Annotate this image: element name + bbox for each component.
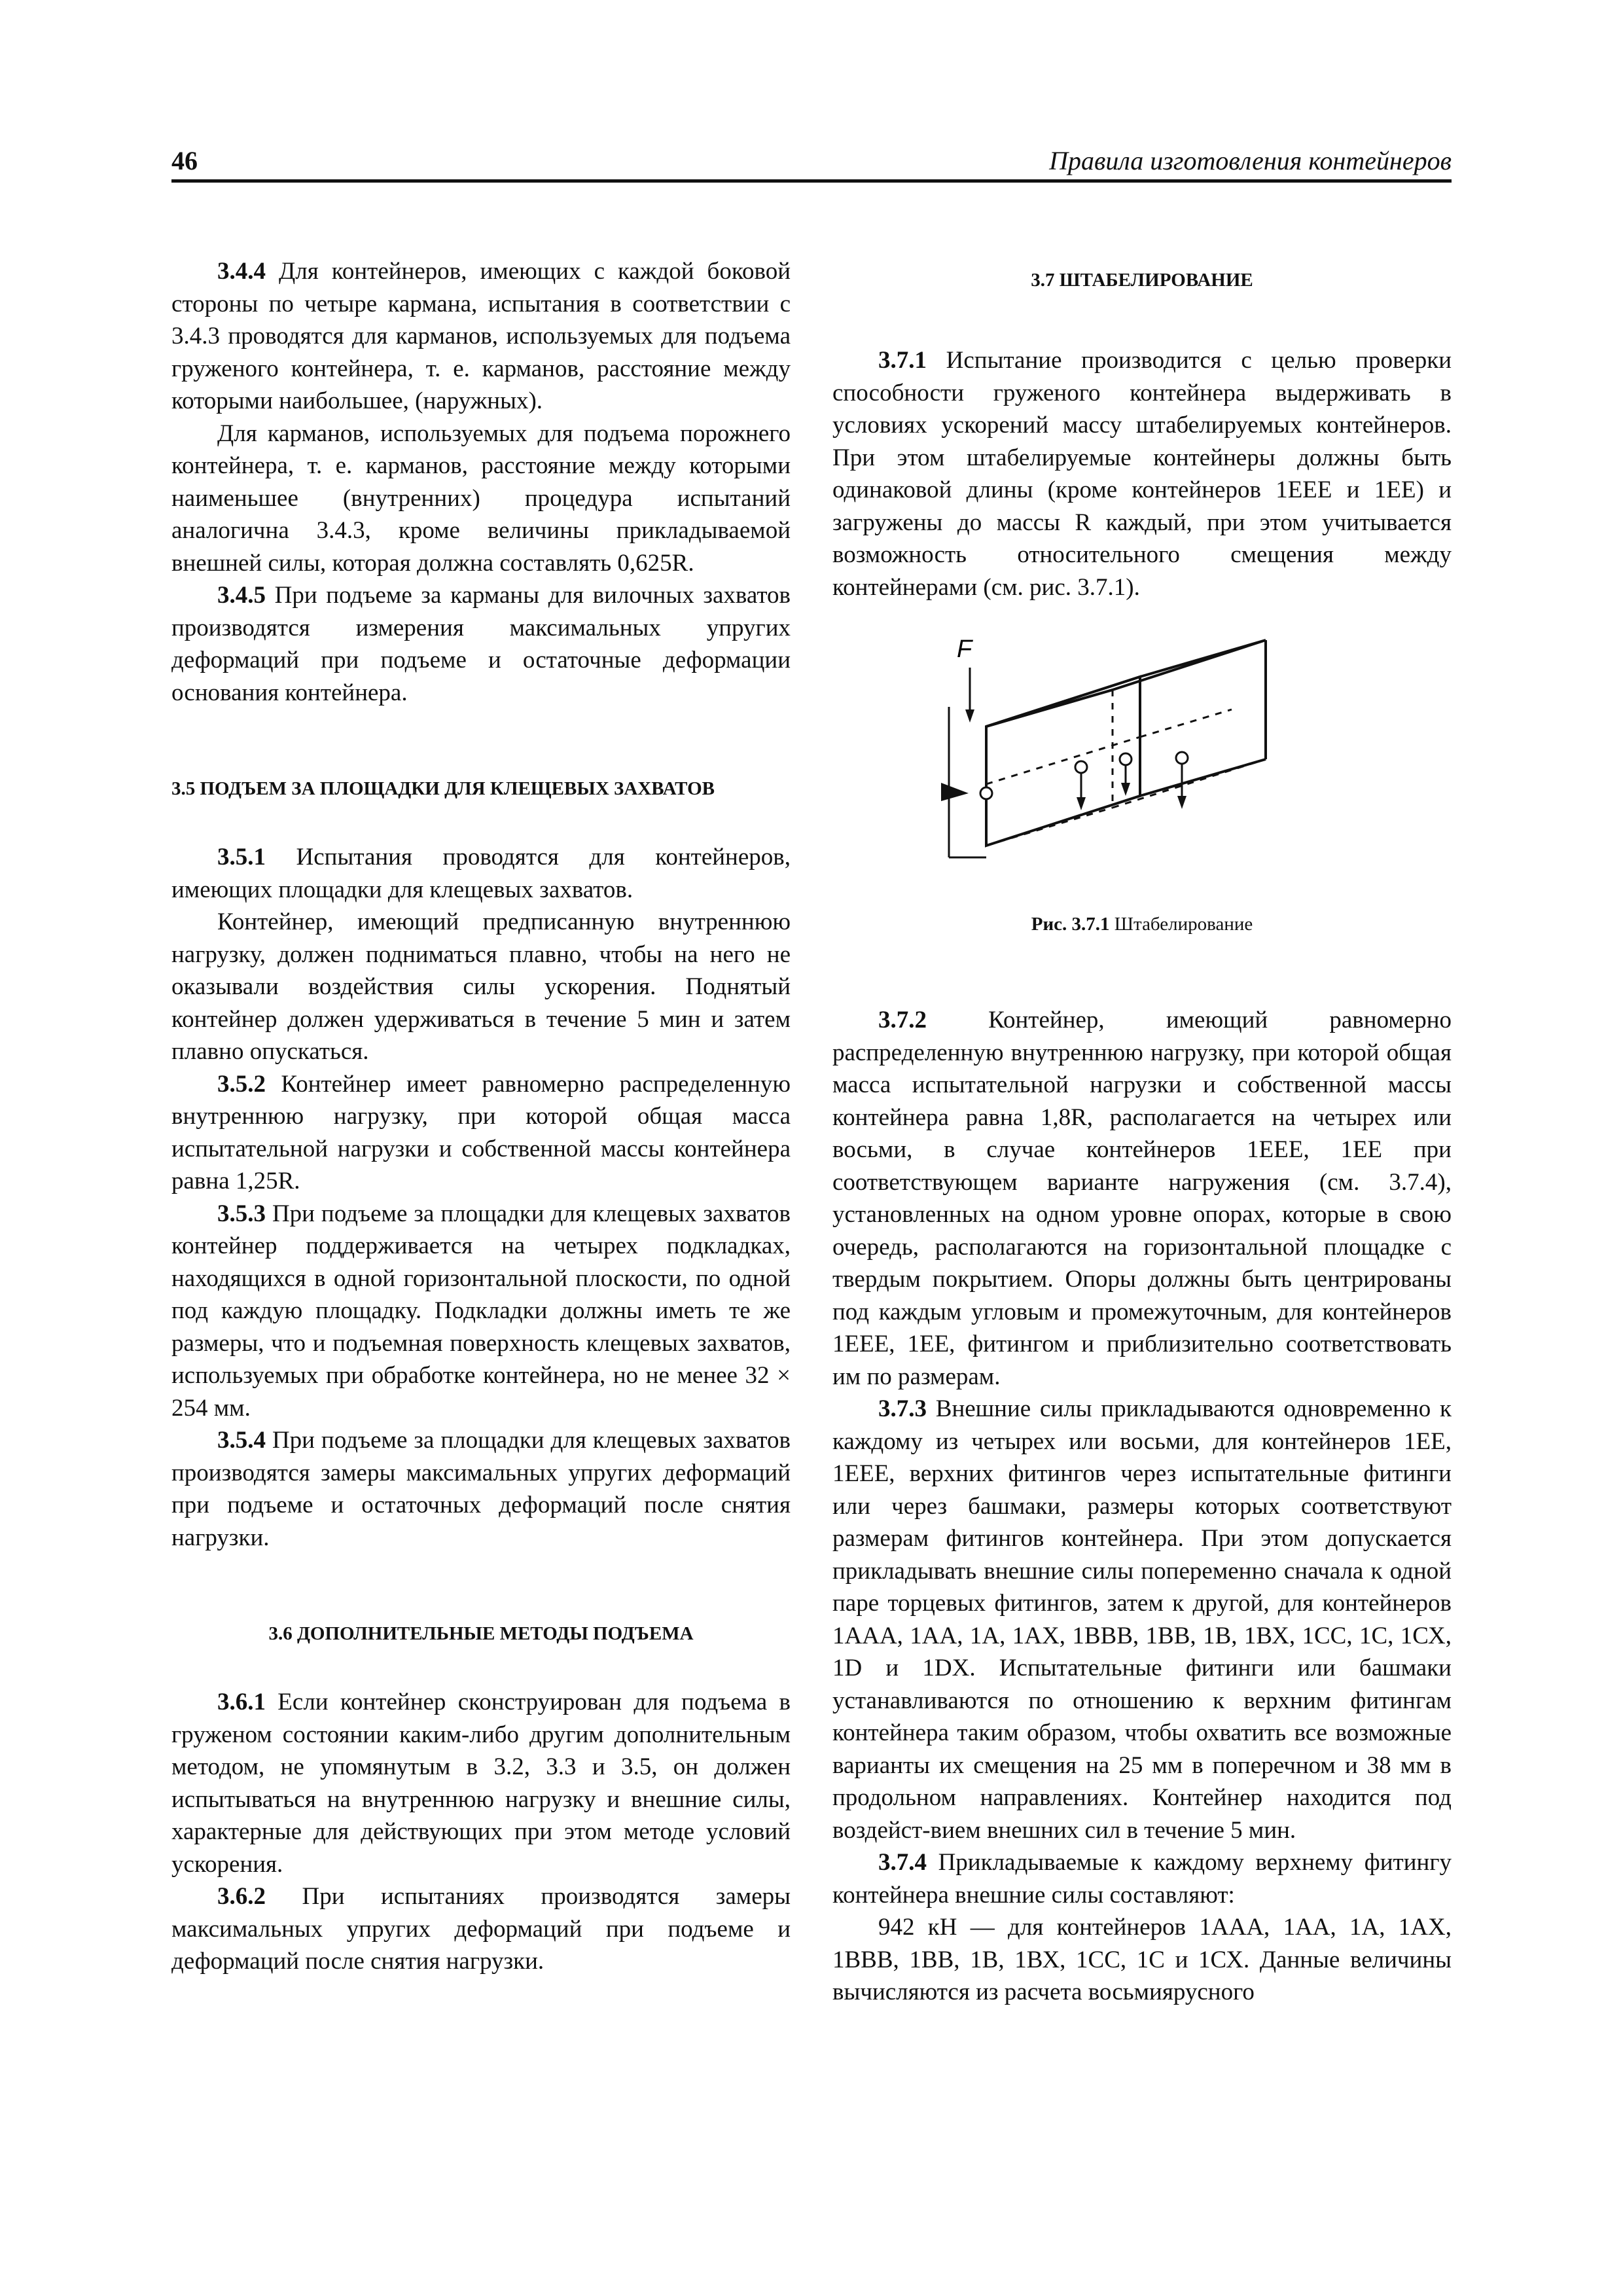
paragraph-3-7-4-cont: 942 кН — для контейнеров 1ААА, 1АА, 1А, 1АХ, 1ВВВ, 1ВВ, 1В, 1ВХ, 1СС, 1С и 1СХ. Данные величины вычисляются из расчета восьмиярусного — [832, 1914, 1452, 2005]
support-arrowhead — [1077, 797, 1086, 810]
figure-caption — [832, 911, 1452, 937]
paragraph-text: Внешние силы прикладываются одновременно к каждому из четырех или восьми, для контейнеров 1ЕЕ, 1ЕЕЕ, верхних фитингов через испытательные фитинги или через башмаки, размеры которых соответствуют размерам фитингов контейнера. При этом допускается прикладывать внешние силы попеременно сначала к одной паре торцевых фитингов, затем к другой, для контейнеров 1ААА, 1АА, 1А, 1АХ, 1ВВВ, 1ВВ, 1В, 1ВХ, 1СС, 1С, 1СХ, 1D и 1DX. Испытательные фитинги или башмаки устанавливаются по отношению к верхним фитингам контейнера таким образом, чтобы охватить все возможные варианты их смещения на 25 мм в поперечном и 38 мм в продольном направлениях. Контейнер находится под воздейст-вием внешних сил в течение 5 мин. — [832, 1395, 1452, 1844]
section-heading-3-5: 3.5 ПОДЪЕМ ЗА ПЛОЩАДКИ ДЛЯ КЛЕЩЕВЫХ ЗАХВАТОВ — [171, 778, 715, 799]
paragraph-3-6-1 — [171, 1686, 791, 1880]
figure-number: Рис. 3.7.1 — [1031, 914, 1110, 935]
lateral-arrowhead — [941, 783, 969, 801]
paragraph-3-4-4 — [171, 255, 791, 418]
paragraph-3-7-2 — [832, 1004, 1452, 1393]
paragraph-3-5-1 — [171, 841, 791, 906]
clause-number: 3.6.2 — [217, 1883, 266, 1910]
paragraph-3-7-4 — [832, 1846, 1452, 1911]
paragraph-text: Испытание производится с целью проверки способности груженого контейнера выдерживать в условиях ускорений массу штабелируемых контейнеров. При этом штабелируемые контейнеры должны быть одинаковой длины (кроме контейнеров 1ЕЕЕ и 1ЕЕ) и загружены до массы R каждый, при этом учитывается возможность относительного смещения между контейнерами (см. рис. 3.7.1). — [832, 347, 1452, 601]
hidden-edge — [986, 737, 1140, 784]
spacer — [832, 937, 1452, 1004]
edge — [986, 690, 1113, 726]
fitting-circle — [980, 787, 992, 799]
caption-text: Штабелирование — [1109, 914, 1253, 935]
clause-number: 3.6.1 — [217, 1689, 266, 1715]
fitting-circle — [1075, 761, 1087, 773]
clause-number: 3.7.3 — [878, 1395, 927, 1422]
hidden-edge — [1113, 759, 1266, 808]
clause-number: 3.5.2 — [217, 1070, 266, 1098]
figure-stacking-diagram — [832, 630, 1452, 905]
clause-number: 3.5.1 — [217, 844, 266, 870]
paragraph-3-7-3 — [832, 1393, 1452, 1846]
paragraph-text: Если контейнер сконструирован для подъема в груженом состоянии каким-либо другим дополнительным методом, не упомянутым в 3.2, 3.3 и 3.5, он должен испытываться на внутреннюю нагрузку и внешние силы, характерные для действующих при этом методе условий ускорения. — [171, 1689, 791, 1878]
paragraph-text: При подъеме за карманы для вилочных захватов производятся измерения максимальных упругих деформаций при подъеме и остаточные деформации основания контейнера. — [171, 582, 791, 706]
right-column — [832, 255, 1452, 2009]
paragraph-text: Испытания проводятся для контейнеров, имеющих площадки для клещевых захватов. — [171, 844, 791, 903]
clause-number: 3.4.4 — [217, 258, 266, 285]
paragraph-3-5-4 — [171, 1424, 791, 1554]
section-heading-3-7: 3.7 ШТАБЕЛИРОВАНИЕ — [1031, 270, 1253, 291]
clause-number: 3.5.4 — [217, 1427, 266, 1454]
support-arrowhead — [1121, 783, 1130, 796]
paragraph-3-5-2 — [171, 1068, 791, 1198]
paragraph-3-6-2 — [171, 1880, 791, 1978]
paragraph-3-7-1 — [832, 344, 1452, 603]
clause-number: 3.4.5 — [217, 582, 266, 609]
clause-number: 3.7.4 — [878, 1849, 927, 1876]
support-arrowhead — [1177, 796, 1186, 809]
paragraph-3-4-5 — [171, 579, 791, 709]
paragraph-text: Контейнер имеет равномерно распределенную внутреннюю нагрузку, при которой общая масса испытательной нагрузки и собственной массы контейнера равна 1,25R. — [171, 1070, 791, 1194]
page-number: 46 — [171, 146, 198, 175]
spacer — [171, 1647, 791, 1686]
left-column — [171, 255, 791, 1978]
paragraph-3-5-1-cont: Контейнер, имеющий предписанную внутреннюю нагрузку, должен подниматься плавно, чтобы на него не оказывали воздействия силы ускорения. Поднятый контейнер должен удерживаться в течение 5 мин и затем плавно опускаться. — [171, 908, 791, 1065]
running-title: Правила изготовления контейнеров — [1049, 146, 1452, 175]
paragraph-text: Для контейнеров, имеющих с каждой боковой стороны по четыре кармана, испытания в соответствии с 3.4.3 проводятся для карманов, используемых для подъема груженого контейнера, т. е. карманов, расстояние между которыми наибольшее, (наружных). — [171, 258, 791, 414]
fitting-circle — [1176, 752, 1188, 764]
edge — [1140, 759, 1266, 796]
fitting-circle — [1120, 753, 1132, 765]
spacer — [171, 1554, 791, 1621]
clause-number: 3.7.1 — [878, 347, 927, 374]
spacer — [832, 293, 1452, 344]
header-rule — [171, 179, 1452, 183]
spacer — [832, 255, 1452, 267]
paragraph-text: Прикладываемые к каждому верхнему фитингу контейнера внешние силы составляют: — [832, 1849, 1452, 1909]
force-label: F — [957, 636, 972, 663]
container-stacking-drawing — [832, 630, 1452, 905]
paragraph-3-4-4-cont: Для карманов, используемых для подъема порожнего контейнера, т. е. карманов, расстояние между которыми наименьшее (внутренних) процедура испытаний аналогична 3.4.3, кроме величины прикладываемой внешней силы, которая должна составлять 0,625R. — [171, 420, 791, 577]
spacer — [171, 802, 791, 841]
hidden-edge — [1140, 709, 1232, 737]
paragraph-3-5-3 — [171, 1198, 791, 1425]
section-heading-3-6: 3.6 ДОПОЛНИТЕЛЬНЫЕ МЕТОДЫ ПОДЪЕМА — [268, 1623, 694, 1644]
spacer — [171, 709, 791, 776]
paragraph-text: При подъеме за площадки для клещевых захватов контейнер поддерживается на четырех подкладках, находящихся в одной горизонтальной плоскости, по одной под каждую площадку. Подкладки должны иметь те же размеры, что и подъемная поверхность клещевых захватов, используемых при обработке контейнера, но не менее 32 × 254 мм. — [171, 1200, 791, 1422]
paragraph-text: При подъеме за площадки для клещевых захватов производятся замеры максимальных упругих деформаций при подъеме и остаточных деформаций после снятия нагрузки. — [171, 1427, 791, 1551]
paragraph-text: Контейнер, имеющий равномерно распределенную внутреннюю нагрузку, при которой общая масса испытательной нагрузки и собственной массы контейнера равна 1,8R, располагается на четырех или восьми, в случае контейнеров 1ЕЕЕ, 1ЕЕ при соответствующем варианте нагружения (см. 3.7.4), установленных на одном уровне опорах, которые в свою очередь, располагаются на горизонтальной площадке с твердым покрытием. Опоры должны быть центрированы под каждым угловым и промежуточным, для контейнеров 1ЕЕЕ, 1ЕЕ, фитингом и приблизительно соответствовать им по размерам. — [832, 1007, 1452, 1390]
paragraph-text: При испытаниях производятся замеры максимальных упругих деформаций при подъеме и деформаций после снятия нагрузки. — [171, 1883, 791, 1975]
clause-number: 3.5.3 — [217, 1200, 266, 1227]
force-arrowhead — [965, 709, 974, 723]
clause-number: 3.7.2 — [878, 1007, 927, 1033]
